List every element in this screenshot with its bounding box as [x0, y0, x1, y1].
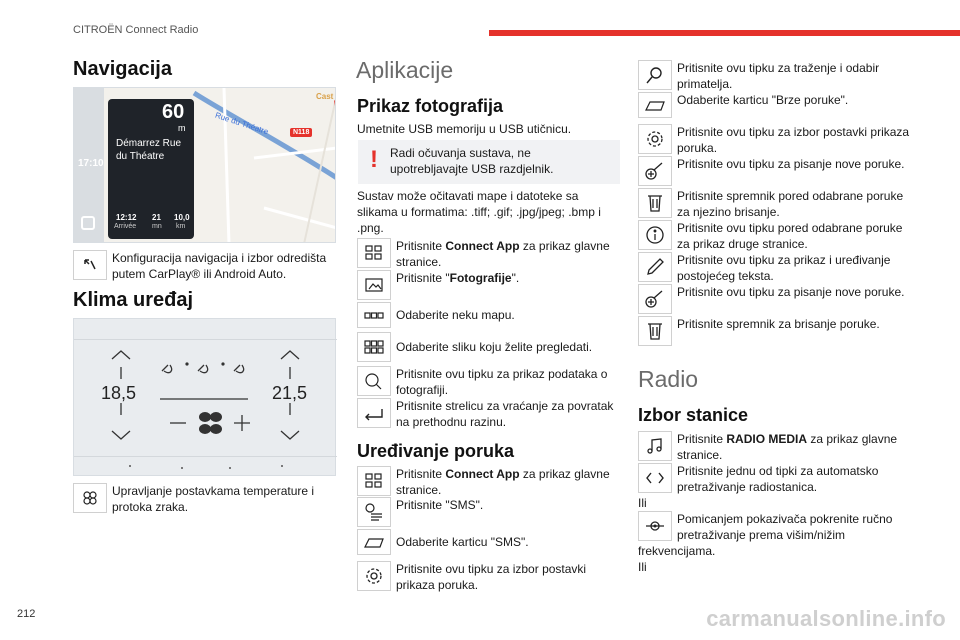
step-text: Pritisnite [396, 467, 446, 481]
map-street-label: Rue du Théatre [213, 110, 270, 137]
search-icon [638, 60, 672, 90]
warning-text: Radi očuvanja sustava, ne upotrebljavajte USB razdjelnik. [390, 146, 554, 176]
left-temperature[interactable]: 18,5 [101, 383, 137, 403]
message-step [638, 60, 910, 92]
message-step [357, 497, 627, 527]
arrive-label: Arrivée [114, 223, 137, 230]
mins-label: mn [152, 223, 162, 230]
climate-description: Upravljanje postavkama temperature i protoka zraka. [112, 484, 315, 514]
pencil-icon [638, 252, 672, 282]
step-text: za prikaz glavne stranice. [396, 239, 610, 269]
message-step [638, 284, 910, 314]
road-badge: N118 [290, 128, 312, 137]
info-icon [638, 220, 672, 250]
tuning-cursor-icon [638, 511, 672, 541]
radio-step-continued: frekvencijama. [638, 544, 716, 558]
back-arrow-icon [357, 398, 391, 428]
step-text: Pritisnite [396, 239, 446, 253]
radio-step [638, 463, 910, 495]
step-text: Pritisnite ovu tipku za izbor postavki prikaza poruka. [396, 562, 587, 592]
nav-clock: 17:10 [78, 158, 104, 169]
thumbnails-icon [357, 332, 391, 362]
mins-value: 21 [152, 213, 161, 222]
step-text: Pritisnite [677, 432, 727, 446]
section-title-navigation: Navigacija [73, 58, 172, 80]
trash-icon [638, 316, 672, 346]
instruction-text: Démarrez Rue du Théatre [116, 138, 182, 162]
step-text: Pritisnite ovu tipku za pisanje nove poruke. [677, 285, 905, 299]
section-title-apps: Aplikacije [356, 57, 454, 83]
warning-icon: ! [370, 146, 378, 173]
navigation-compass-icon [73, 250, 107, 280]
km-label: km [176, 223, 186, 230]
message-step [638, 156, 910, 186]
distance-unit: m [178, 123, 186, 133]
tab-icon [357, 529, 391, 555]
step-text: Pomicanjem pokazivača pokrenite ručno pretraživanje prema višim/nižim [677, 512, 893, 542]
or-label: Ili [638, 560, 647, 574]
step-text: Pritisnite "SMS". [396, 498, 484, 512]
step-text: Pritisnite spremnik za brisanje poruke. [677, 317, 880, 331]
step-text: za prikaz glavne stranice. [677, 432, 898, 462]
photo-icon [357, 270, 391, 300]
step-text: Odaberite sliku koju želite pregledati. [396, 340, 593, 354]
distance-value: 60 [162, 101, 185, 123]
compose-icon [638, 156, 672, 186]
step-text: za prikaz glavne stranice. [396, 467, 610, 497]
step-bold: RADIO MEDIA [726, 432, 808, 446]
message-step [638, 252, 910, 284]
step-text: Pritisnite ovu tipku za prikaz podataka o fotografiji. [396, 367, 608, 397]
map-place-label: Cast [316, 92, 334, 101]
step-text: Pritisnite strelicu za vraćanje za povratak na prethodnu razinu. [396, 399, 614, 429]
photo-step [357, 366, 627, 398]
subsection-title-messages: Uređivanje poruka [357, 441, 515, 461]
climate-description-row [73, 483, 338, 515]
trip-summary [112, 213, 192, 237]
home-button-icon[interactable] [81, 216, 95, 230]
section-title-radio: Radio [638, 366, 699, 392]
step-text: Pritisnite ovu tipku pored odabrane poruke za prikaz druge stranice. [677, 221, 903, 251]
photo-step [357, 302, 627, 328]
gear-icon [638, 124, 672, 154]
compose-icon [638, 284, 672, 314]
header-accent-bar [489, 30, 960, 36]
radio-step [638, 511, 910, 543]
message-step [357, 466, 627, 498]
tab-icon [638, 92, 672, 118]
step-text: Pritisnite jednu od tipki za automatsko pretraživanje radiostanica. [677, 464, 879, 494]
step-bold: Connect App [445, 239, 520, 253]
warning-box [358, 140, 620, 184]
right-temperature[interactable]: 21,5 [272, 383, 308, 403]
gear-icon [357, 561, 391, 591]
navigation-screen [73, 87, 336, 243]
message-step [638, 316, 910, 346]
folder-icon [357, 302, 391, 328]
photo-step [357, 332, 627, 362]
nav-side-rail [74, 88, 104, 243]
photo-step [357, 270, 627, 300]
page-number: 212 [17, 608, 36, 620]
step-text: Pritisnite ovu tipku za pisanje nove poruke. [677, 157, 905, 171]
message-step [638, 220, 910, 252]
or-label: Ili [638, 496, 647, 510]
section-title-climate: Klima uređaj [73, 289, 194, 311]
nav-description-row [73, 250, 338, 282]
km-value: 10,0 [174, 213, 190, 222]
step-text: Pritisnite ovu tipku za prikaz i uređivanje postojećeg teksta. [677, 253, 891, 283]
grid-icon [357, 466, 391, 496]
grid-icon [357, 238, 391, 268]
music-note-icon [638, 431, 672, 461]
climate-screen [73, 318, 336, 476]
info-icon [357, 366, 391, 396]
message-step [638, 188, 910, 220]
instruction-card [108, 99, 194, 239]
step-text: Odaberite neku mapu. [396, 308, 515, 322]
nav-description: Konfiguracija navigacija i izbor odredišta putem CarPlay® ili Android Auto. [112, 251, 327, 281]
sms-icon [357, 497, 391, 527]
message-step [357, 561, 627, 593]
trash-icon [638, 188, 672, 218]
photos-intro: Umetnite USB memoriju u USB utičnicu. [357, 122, 572, 136]
step-text: Pritisnite " [396, 271, 450, 285]
step-bold: Fotografije [449, 271, 512, 285]
fan-icon [73, 483, 107, 513]
photo-step [357, 238, 627, 270]
radio-step [638, 431, 910, 463]
step-text: ". [511, 271, 520, 285]
photo-step [357, 398, 627, 430]
step-text: Odaberite karticu "Brze poruke". [677, 93, 849, 107]
subsection-title-station: Izbor stanice [638, 405, 749, 425]
arrive-time: 12:12 [116, 213, 137, 222]
chevron-left-right-icon [638, 463, 672, 493]
watermark: carmanualsonline.info [706, 606, 946, 631]
step-bold: Connect App [445, 467, 520, 481]
step-text: Pritisnite ovu tipku za izbor postavki prikaza poruka. [677, 125, 910, 155]
header-title: CITROËN Connect Radio [73, 24, 199, 36]
subsection-title-photos: Prikaz fotografija [357, 96, 504, 116]
step-text: Odaberite karticu "SMS". [396, 535, 529, 549]
message-step [638, 124, 910, 156]
step-text: Pritisnite spremnik pored odabrane poruke za njezino brisanje. [677, 189, 904, 219]
message-step [638, 92, 910, 118]
formats-text: Sustav može očitavati mape i datoteke sa slikama u formatima: .tiff; .gif; .jpg/jpeg; .bmp i .png. [357, 189, 601, 235]
step-text: Pritisnite ovu tipku za traženje i odabir primatelja. [677, 61, 880, 91]
message-step [357, 529, 627, 555]
